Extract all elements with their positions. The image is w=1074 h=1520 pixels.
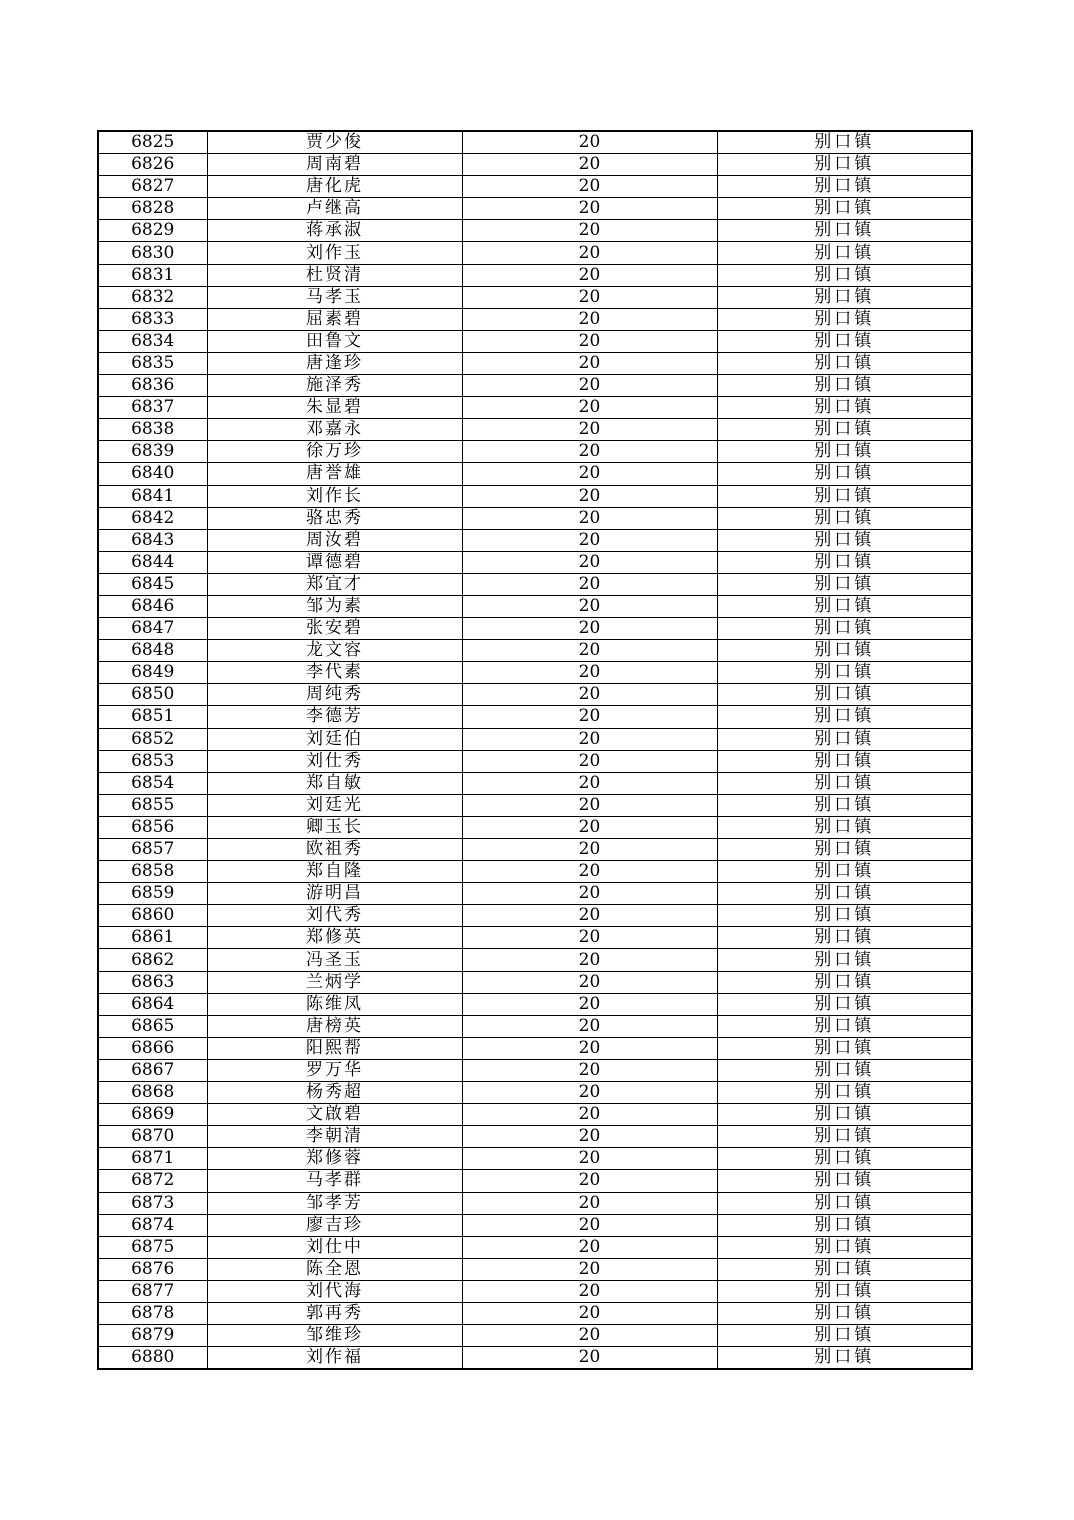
row-number-cell: 6875 (98, 1236, 207, 1258)
row-number-cell: 6880 (98, 1347, 207, 1370)
name-cell: 李代素 (207, 662, 462, 684)
town-cell: 别口镇 (717, 352, 972, 374)
name-cell: 邹维珍 (207, 1325, 462, 1347)
row-number-cell: 6837 (98, 397, 207, 419)
table-row (98, 286, 972, 308)
town-cell: 别口镇 (717, 1148, 972, 1170)
table-row (98, 1082, 972, 1104)
row-number-cell: 6839 (98, 441, 207, 463)
row-number-cell: 6844 (98, 551, 207, 573)
name-cell: 刘作玉 (207, 242, 462, 264)
row-number-cell: 6846 (98, 595, 207, 617)
name-cell: 施泽秀 (207, 375, 462, 397)
name-cell: 冯圣玉 (207, 949, 462, 971)
table-row (98, 816, 972, 838)
town-cell: 别口镇 (717, 1192, 972, 1214)
row-number-cell: 6832 (98, 286, 207, 308)
name-cell: 李朝清 (207, 1126, 462, 1148)
row-number-cell: 6848 (98, 640, 207, 662)
town-cell: 别口镇 (717, 1037, 972, 1059)
table-row (98, 419, 972, 441)
table-row (98, 308, 972, 330)
table-row (98, 154, 972, 176)
amount-cell: 20 (462, 198, 717, 220)
amount-cell: 20 (462, 330, 717, 352)
amount-cell: 20 (462, 1148, 717, 1170)
name-cell: 兰炳学 (207, 971, 462, 993)
table-row (98, 463, 972, 485)
amount-cell: 20 (462, 794, 717, 816)
table-row (98, 595, 972, 617)
name-cell: 卢继高 (207, 198, 462, 220)
name-cell: 阳熙帮 (207, 1037, 462, 1059)
table-row (98, 640, 972, 662)
row-number-cell: 6845 (98, 573, 207, 595)
table-row (98, 1236, 972, 1258)
town-cell: 别口镇 (717, 993, 972, 1015)
table-row (98, 176, 972, 198)
row-number-cell: 6863 (98, 971, 207, 993)
row-number-cell: 6864 (98, 993, 207, 1015)
table-row (98, 971, 972, 993)
town-cell: 别口镇 (717, 1302, 972, 1324)
amount-cell: 20 (462, 883, 717, 905)
amount-cell: 20 (462, 286, 717, 308)
amount-cell: 20 (462, 1126, 717, 1148)
table-row (98, 131, 972, 154)
town-cell: 别口镇 (717, 1258, 972, 1280)
town-cell: 别口镇 (717, 595, 972, 617)
town-cell: 别口镇 (717, 794, 972, 816)
row-number-cell: 6858 (98, 861, 207, 883)
town-cell: 别口镇 (717, 728, 972, 750)
row-number-cell: 6827 (98, 176, 207, 198)
name-cell: 郭再秀 (207, 1302, 462, 1324)
town-cell: 别口镇 (717, 220, 972, 242)
table-row (98, 485, 972, 507)
town-cell: 别口镇 (717, 176, 972, 198)
table-row (98, 1347, 972, 1370)
town-cell: 别口镇 (717, 1015, 972, 1037)
name-cell: 周汝碧 (207, 529, 462, 551)
town-cell: 别口镇 (717, 684, 972, 706)
amount-cell: 20 (462, 264, 717, 286)
town-cell: 别口镇 (717, 1214, 972, 1236)
row-number-cell: 6865 (98, 1015, 207, 1037)
town-cell: 别口镇 (717, 463, 972, 485)
name-cell: 郑宜才 (207, 573, 462, 595)
town-cell: 别口镇 (717, 419, 972, 441)
amount-cell: 20 (462, 971, 717, 993)
town-cell: 别口镇 (717, 131, 972, 154)
row-number-cell: 6866 (98, 1037, 207, 1059)
town-cell: 别口镇 (717, 1280, 972, 1302)
table-row (98, 1192, 972, 1214)
town-cell: 别口镇 (717, 883, 972, 905)
name-cell: 郑自敏 (207, 772, 462, 794)
table-row (98, 949, 972, 971)
table-row (98, 330, 972, 352)
amount-cell: 20 (462, 1037, 717, 1059)
row-number-cell: 6876 (98, 1258, 207, 1280)
name-cell: 刘仕中 (207, 1236, 462, 1258)
town-cell: 别口镇 (717, 618, 972, 640)
row-number-cell: 6850 (98, 684, 207, 706)
town-cell: 别口镇 (717, 375, 972, 397)
town-cell: 别口镇 (717, 750, 972, 772)
town-cell: 别口镇 (717, 662, 972, 684)
amount-cell: 20 (462, 640, 717, 662)
row-number-cell: 6862 (98, 949, 207, 971)
amount-cell: 20 (462, 662, 717, 684)
row-number-cell: 6841 (98, 485, 207, 507)
table-row (98, 927, 972, 949)
row-number-cell: 6849 (98, 662, 207, 684)
table-row (98, 662, 972, 684)
town-cell: 别口镇 (717, 905, 972, 927)
name-cell: 杜贤清 (207, 264, 462, 286)
name-cell: 刘代海 (207, 1280, 462, 1302)
table-row (98, 883, 972, 905)
town-cell: 别口镇 (717, 551, 972, 573)
amount-cell: 20 (462, 993, 717, 1015)
table-row (98, 220, 972, 242)
name-cell: 刘作长 (207, 485, 462, 507)
name-cell: 龙文容 (207, 640, 462, 662)
town-cell: 别口镇 (717, 1325, 972, 1347)
amount-cell: 20 (462, 397, 717, 419)
name-cell: 刘廷光 (207, 794, 462, 816)
table-row (98, 1214, 972, 1236)
town-cell: 别口镇 (717, 861, 972, 883)
amount-cell: 20 (462, 684, 717, 706)
name-cell: 李德芳 (207, 706, 462, 728)
row-number-cell: 6857 (98, 839, 207, 861)
town-cell: 别口镇 (717, 1170, 972, 1192)
table-row (98, 375, 972, 397)
name-cell: 唐誉雄 (207, 463, 462, 485)
table-row (98, 1059, 972, 1081)
town-cell: 别口镇 (717, 308, 972, 330)
name-cell: 罗万华 (207, 1059, 462, 1081)
amount-cell: 20 (462, 1258, 717, 1280)
name-cell: 朱显碧 (207, 397, 462, 419)
town-cell: 别口镇 (717, 198, 972, 220)
name-cell: 杨秀超 (207, 1082, 462, 1104)
row-number-cell: 6874 (98, 1214, 207, 1236)
amount-cell: 20 (462, 1059, 717, 1081)
amount-cell: 20 (462, 308, 717, 330)
amount-cell: 20 (462, 463, 717, 485)
row-number-cell: 6840 (98, 463, 207, 485)
row-number-cell: 6853 (98, 750, 207, 772)
row-number-cell: 6830 (98, 242, 207, 264)
amount-cell: 20 (462, 1236, 717, 1258)
table-row (98, 1126, 972, 1148)
table-row (98, 1015, 972, 1037)
row-number-cell: 6868 (98, 1082, 207, 1104)
row-number-cell: 6861 (98, 927, 207, 949)
name-cell: 刘廷伯 (207, 728, 462, 750)
name-cell: 欧祖秀 (207, 839, 462, 861)
table-row (98, 618, 972, 640)
name-cell: 骆忠秀 (207, 507, 462, 529)
amount-cell: 20 (462, 816, 717, 838)
amount-cell: 20 (462, 927, 717, 949)
name-cell: 周纯秀 (207, 684, 462, 706)
town-cell: 别口镇 (717, 330, 972, 352)
name-cell: 游明昌 (207, 883, 462, 905)
town-cell: 别口镇 (717, 816, 972, 838)
amount-cell: 20 (462, 595, 717, 617)
table-row (98, 242, 972, 264)
amount-cell: 20 (462, 1214, 717, 1236)
row-number-cell: 6842 (98, 507, 207, 529)
table-row (98, 1104, 972, 1126)
town-cell: 别口镇 (717, 1236, 972, 1258)
name-cell: 郑自隆 (207, 861, 462, 883)
town-cell: 别口镇 (717, 839, 972, 861)
row-number-cell: 6852 (98, 728, 207, 750)
name-cell: 唐化虎 (207, 176, 462, 198)
table-row (98, 728, 972, 750)
row-number-cell: 6854 (98, 772, 207, 794)
row-number-cell: 6870 (98, 1126, 207, 1148)
row-number-cell: 6829 (98, 220, 207, 242)
table-row (98, 529, 972, 551)
table-row (98, 1302, 972, 1324)
town-cell: 别口镇 (717, 242, 972, 264)
amount-cell: 20 (462, 905, 717, 927)
row-number-cell: 6828 (98, 198, 207, 220)
name-cell: 蒋承淑 (207, 220, 462, 242)
table-row (98, 198, 972, 220)
row-number-cell: 6834 (98, 330, 207, 352)
name-cell: 卿玉长 (207, 816, 462, 838)
amount-cell: 20 (462, 1170, 717, 1192)
roster-body (98, 131, 972, 1369)
row-number-cell: 6860 (98, 905, 207, 927)
row-number-cell: 6879 (98, 1325, 207, 1347)
town-cell: 别口镇 (717, 441, 972, 463)
town-cell: 别口镇 (717, 507, 972, 529)
table-row (98, 507, 972, 529)
amount-cell: 20 (462, 419, 717, 441)
table-row (98, 1258, 972, 1280)
amount-cell: 20 (462, 551, 717, 573)
amount-cell: 20 (462, 507, 717, 529)
table-row (98, 441, 972, 463)
name-cell: 屈素碧 (207, 308, 462, 330)
town-cell: 别口镇 (717, 971, 972, 993)
table-row (98, 551, 972, 573)
name-cell: 唐逢珍 (207, 352, 462, 374)
amount-cell: 20 (462, 131, 717, 154)
row-number-cell: 6872 (98, 1170, 207, 1192)
table-row (98, 1325, 972, 1347)
amount-cell: 20 (462, 1280, 717, 1302)
amount-cell: 20 (462, 352, 717, 374)
row-number-cell: 6836 (98, 375, 207, 397)
amount-cell: 20 (462, 728, 717, 750)
amount-cell: 20 (462, 706, 717, 728)
row-number-cell: 6855 (98, 794, 207, 816)
amount-cell: 20 (462, 1082, 717, 1104)
name-cell: 邹为素 (207, 595, 462, 617)
name-cell: 刘代秀 (207, 905, 462, 927)
table-row (98, 397, 972, 419)
name-cell: 马孝玉 (207, 286, 462, 308)
town-cell: 别口镇 (717, 640, 972, 662)
row-number-cell: 6826 (98, 154, 207, 176)
town-cell: 别口镇 (717, 949, 972, 971)
name-cell: 邹孝芳 (207, 1192, 462, 1214)
name-cell: 陈维凤 (207, 993, 462, 1015)
table-row (98, 573, 972, 595)
amount-cell: 20 (462, 485, 717, 507)
row-number-cell: 6877 (98, 1280, 207, 1302)
amount-cell: 20 (462, 375, 717, 397)
table-row (98, 750, 972, 772)
town-cell: 别口镇 (717, 573, 972, 595)
amount-cell: 20 (462, 242, 717, 264)
table-row (98, 684, 972, 706)
name-cell: 廖吉珍 (207, 1214, 462, 1236)
amount-cell: 20 (462, 1104, 717, 1126)
name-cell: 郑修英 (207, 927, 462, 949)
name-cell: 刘仕秀 (207, 750, 462, 772)
town-cell: 别口镇 (717, 286, 972, 308)
name-cell: 徐万珍 (207, 441, 462, 463)
town-cell: 别口镇 (717, 264, 972, 286)
amount-cell: 20 (462, 618, 717, 640)
name-cell: 唐榜英 (207, 1015, 462, 1037)
row-number-cell: 6825 (98, 131, 207, 154)
row-number-cell: 6851 (98, 706, 207, 728)
amount-cell: 20 (462, 1347, 717, 1370)
table-row (98, 993, 972, 1015)
table-row (98, 1170, 972, 1192)
name-cell: 贾少俊 (207, 131, 462, 154)
name-cell: 文啟碧 (207, 1104, 462, 1126)
row-number-cell: 6856 (98, 816, 207, 838)
name-cell: 周南碧 (207, 154, 462, 176)
name-cell: 张安碧 (207, 618, 462, 640)
amount-cell: 20 (462, 220, 717, 242)
amount-cell: 20 (462, 441, 717, 463)
row-number-cell: 6867 (98, 1059, 207, 1081)
table-row (98, 1037, 972, 1059)
town-cell: 别口镇 (717, 1347, 972, 1370)
town-cell: 别口镇 (717, 772, 972, 794)
row-number-cell: 6835 (98, 352, 207, 374)
name-cell: 邓嘉永 (207, 419, 462, 441)
row-number-cell: 6847 (98, 618, 207, 640)
row-number-cell: 6843 (98, 529, 207, 551)
row-number-cell: 6871 (98, 1148, 207, 1170)
table-row (98, 1280, 972, 1302)
town-cell: 别口镇 (717, 1082, 972, 1104)
table-row (98, 861, 972, 883)
row-number-cell: 6833 (98, 308, 207, 330)
amount-cell: 20 (462, 573, 717, 595)
row-number-cell: 6873 (98, 1192, 207, 1214)
name-cell: 谭德碧 (207, 551, 462, 573)
row-number-cell: 6838 (98, 419, 207, 441)
town-cell: 别口镇 (717, 927, 972, 949)
amount-cell: 20 (462, 839, 717, 861)
amount-cell: 20 (462, 1015, 717, 1037)
table-row (98, 905, 972, 927)
name-cell: 郑修蓉 (207, 1148, 462, 1170)
row-number-cell: 6878 (98, 1302, 207, 1324)
table-row (98, 352, 972, 374)
amount-cell: 20 (462, 949, 717, 971)
amount-cell: 20 (462, 529, 717, 551)
roster-table (97, 130, 973, 1370)
table-row (98, 839, 972, 861)
town-cell: 别口镇 (717, 397, 972, 419)
row-number-cell: 6859 (98, 883, 207, 905)
amount-cell: 20 (462, 1325, 717, 1347)
town-cell: 别口镇 (717, 529, 972, 551)
table-row (98, 794, 972, 816)
amount-cell: 20 (462, 1192, 717, 1214)
town-cell: 别口镇 (717, 154, 972, 176)
name-cell: 陈全恩 (207, 1258, 462, 1280)
town-cell: 别口镇 (717, 1104, 972, 1126)
amount-cell: 20 (462, 861, 717, 883)
amount-cell: 20 (462, 176, 717, 198)
town-cell: 别口镇 (717, 1059, 972, 1081)
name-cell: 刘作福 (207, 1347, 462, 1370)
table-row (98, 1148, 972, 1170)
town-cell: 别口镇 (717, 1126, 972, 1148)
row-number-cell: 6869 (98, 1104, 207, 1126)
amount-cell: 20 (462, 750, 717, 772)
table-row (98, 772, 972, 794)
name-cell: 田鲁文 (207, 330, 462, 352)
table-row (98, 706, 972, 728)
row-number-cell: 6831 (98, 264, 207, 286)
table-row (98, 264, 972, 286)
town-cell: 别口镇 (717, 485, 972, 507)
amount-cell: 20 (462, 772, 717, 794)
amount-cell: 20 (462, 154, 717, 176)
name-cell: 马孝群 (207, 1170, 462, 1192)
amount-cell: 20 (462, 1302, 717, 1324)
town-cell: 别口镇 (717, 706, 972, 728)
